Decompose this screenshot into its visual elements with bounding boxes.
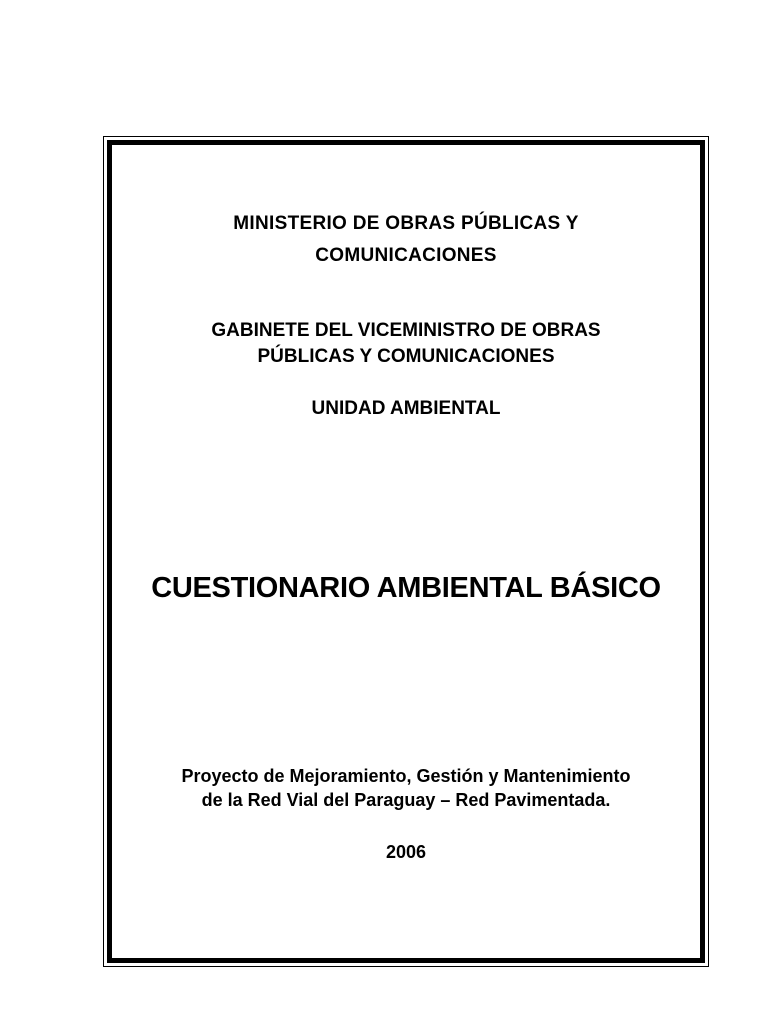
- ministry-heading: [112, 208, 700, 272]
- unit-heading: UNIDAD AMBIENTAL: [311, 398, 501, 419]
- ministry-line-1: MINISTERIO DE OBRAS PÚBLICAS Y: [233, 213, 579, 234]
- document-title: CUESTIONARIO AMBIENTAL BÁSICO: [151, 572, 661, 604]
- cabinet-line-2: PÚBLICAS Y COMUNICACIONES: [257, 346, 555, 367]
- project-line-1: Proyecto de Mejoramiento, Gestión y Mantenimiento: [181, 766, 631, 786]
- document-year: 2006: [385, 842, 427, 862]
- project-line-2: de la Red Vial del Paraguay – Red Pavimentada.: [201, 790, 611, 810]
- project-description: [115, 764, 697, 812]
- cabinet-heading: [112, 318, 700, 370]
- cabinet-line-1: GABINETE DEL VICEMINISTRO DE OBRAS: [211, 320, 601, 341]
- ministry-line-2: COMUNICACIONES: [315, 245, 497, 266]
